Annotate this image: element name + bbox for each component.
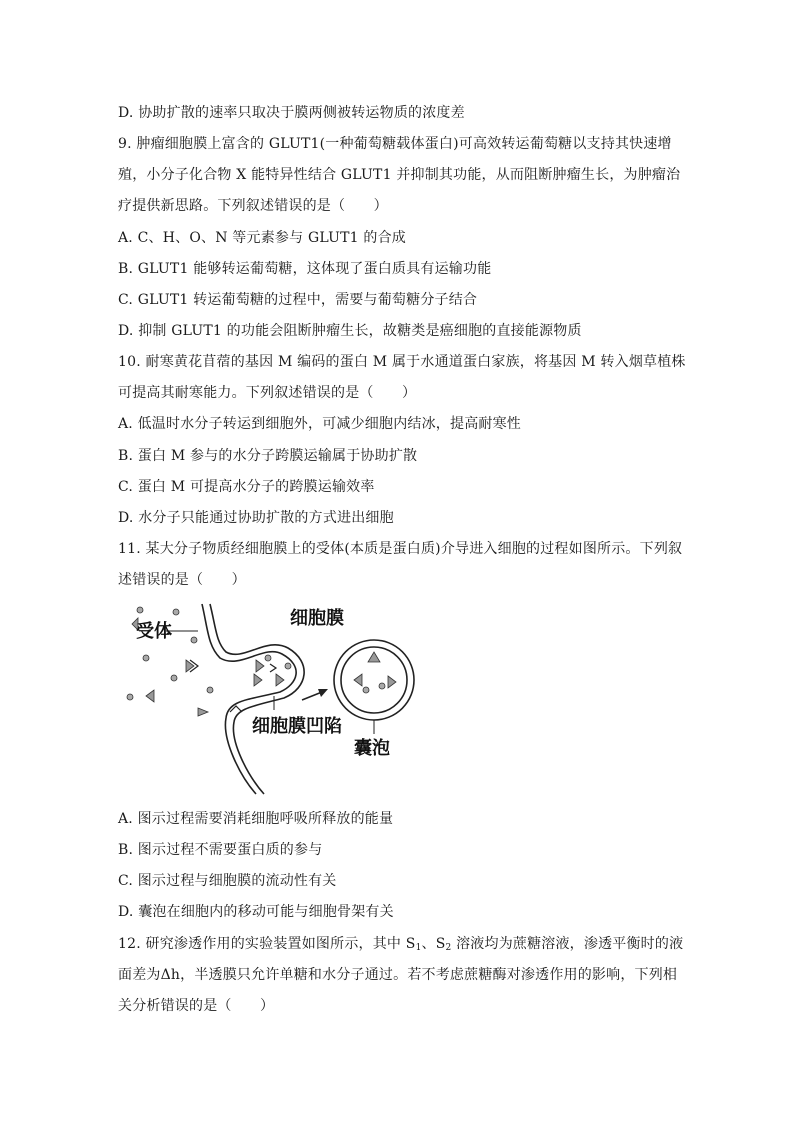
- question-10-option-d: D. 水分子只能通过协助扩散的方式进出细胞: [118, 510, 394, 526]
- question-9-stem-line-1: 9. 肿瘤细胞膜上富含的 GLUT1(一种葡萄糖载体蛋白)可高效转运葡萄糖以支持其快速增: [118, 136, 672, 152]
- question-11-option-a: A. 图示过程需要消耗细胞呼吸所释放的能量: [118, 811, 394, 827]
- molecule: [207, 687, 213, 693]
- question-11-option-d: D. 囊泡在细胞内的移动可能与细胞骨架有关: [118, 904, 394, 920]
- endocytosis-figure: [122, 600, 422, 796]
- question-9-option-c: C. GLUT1 转运葡萄糖的过程中，需要与葡萄糖分子结合: [118, 292, 478, 308]
- question-9-option-a: A. C、H、O、N 等元素参与 GLUT1 的合成: [118, 230, 406, 246]
- question-9-option-b: B. GLUT1 能够转运葡萄糖，这体现了蛋白质具有运输功能: [118, 261, 492, 277]
- movement-arrow-shaft: [302, 692, 322, 700]
- label-membrane-invagination: 细胞膜凹陷: [252, 716, 342, 737]
- label-receptor: 受体: [136, 621, 172, 642]
- molecule: [379, 683, 385, 689]
- receptor: [270, 664, 276, 672]
- question-12-stem-line-2: 面差为Δh，半透膜只允许单糖和水分子通过。若不考虑蔗糖酶对渗透作用的影响，下列相: [118, 967, 678, 983]
- question-10-stem-line-2: 可提高其耐寒能力。下列叙述错误的是（ ）: [118, 385, 417, 401]
- vesicle-ligand: [354, 674, 362, 686]
- question-11-option-c: C. 图示过程与细胞膜的流动性有关: [118, 873, 337, 889]
- question-10-option-c: C. 蛋白 M 可提高水分子的跨膜运输效率: [118, 479, 375, 495]
- q12-text-a: 12. 研究渗透作用的实验装置如图所示，其中 S: [118, 936, 416, 952]
- bound-ligand: [276, 674, 284, 686]
- molecule: [265, 655, 271, 661]
- vesicle-ligand: [388, 676, 396, 688]
- ligand: [146, 690, 154, 702]
- molecule: [171, 675, 177, 681]
- label-cell-membrane: 细胞膜: [290, 608, 344, 629]
- movement-arrowhead: [318, 689, 328, 697]
- question-10-option-a: A. 低温时水分子转运到细胞外，可减少细胞内结冰，提高耐寒性: [118, 416, 522, 432]
- molecule: [143, 655, 149, 661]
- question-11-option-b: B. 图示过程不需要蛋白质的参与: [118, 842, 323, 858]
- question-11-stem-line-1: 11. 某大分子物质经细胞膜上的受体(本质是蛋白质)介导进入细胞的过程如图所示。下列叙: [118, 541, 683, 557]
- subscript-2: 2: [445, 943, 452, 953]
- cell-membrane-inner: [210, 604, 304, 794]
- molecule: [127, 694, 133, 700]
- molecule: [363, 687, 369, 693]
- question-9-stem-line-3: 疗提供新思路。下列叙述错误的是（ ）: [118, 198, 388, 214]
- q12-text-b: 、S: [421, 936, 446, 952]
- question-12-stem-line-3: 关分析错误的是（ ）: [118, 998, 275, 1014]
- question-10-option-b: B. 蛋白 M 参与的水分子跨膜运输属于协助扩散: [118, 448, 418, 464]
- question-12-stem-line-1: [118, 934, 683, 958]
- molecule: [137, 607, 143, 613]
- molecule: [285, 663, 291, 669]
- ligand: [198, 708, 208, 716]
- subscript-1: 1: [415, 943, 422, 953]
- line-q8-option-d: D. 协助扩散的速率只取决于膜两侧被转运物质的浓度差: [118, 105, 465, 121]
- q12-text-c: 溶液均为蔗糖溶液，渗透平衡时的液: [451, 936, 684, 952]
- bound-ligand: [254, 674, 262, 686]
- question-11-stem-line-2: 述错误的是（ ）: [118, 572, 246, 588]
- question-10-stem-line-1: 10. 耐寒黄花苜蓿的基因 M 编码的蛋白 M 属于水通道蛋白家族，将基因 M 转入烟草植株: [118, 354, 686, 370]
- bound-ligand: [256, 660, 264, 672]
- molecule: [173, 609, 179, 615]
- molecule: [191, 637, 197, 643]
- vesicle-ligand: [368, 652, 380, 662]
- question-9-stem-line-2: 殖，小分子化合物 X 能特异性结合 GLUT1 并抑制其功能，从而阻断肿瘤生长，为肿瘤治: [118, 167, 681, 183]
- question-9-option-d: D. 抑制 GLUT1 的功能会阻断肿瘤生长，故糖类是癌细胞的直接能源物质: [118, 323, 582, 339]
- label-vesicle: 囊泡: [354, 738, 390, 759]
